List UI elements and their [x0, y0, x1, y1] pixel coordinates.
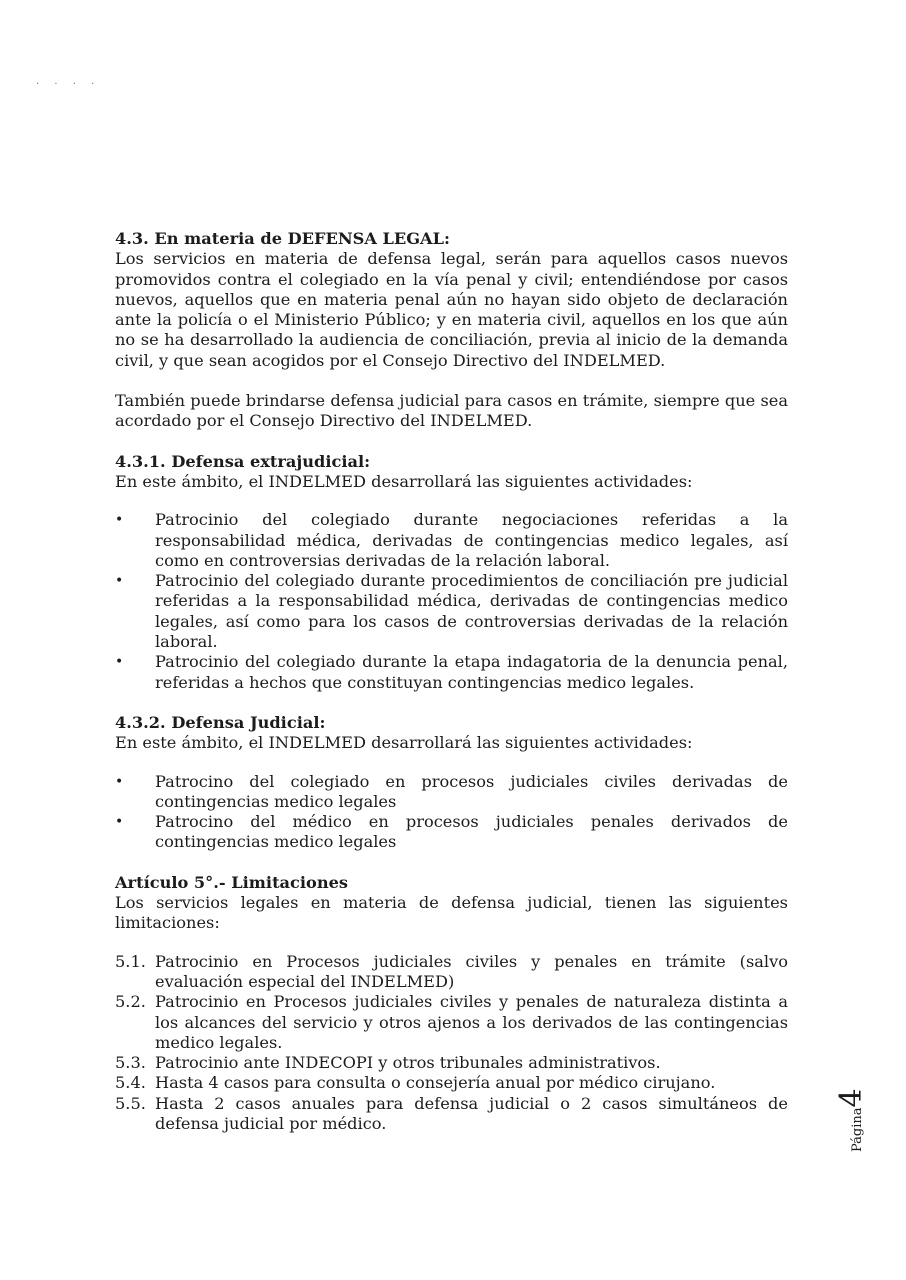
list-item-text: Patrocinio ante INDECOPI y otros tribunales administrativos. [155, 1053, 661, 1073]
list-item-text: Patrocinio en Procesos judiciales civiles y penales de naturaleza distinta a los alcances del servicio y otros ajenos a los derivados de las contingencias medico legales. [155, 992, 788, 1052]
list-item [115, 652, 788, 693]
item-number: 5.1. [115, 951, 146, 971]
page-number-label [834, 1080, 869, 1152]
list-item [115, 1094, 788, 1135]
list-item-text: Patrocino del médico en procesos judiciales penales derivados de contingencias medico legales [155, 812, 788, 852]
list-item-text: Patrocinio del colegiado durante procedimientos de conciliación pre judicial referidas a la responsabilidad médica, derivadas de contingencias medico legales, así como para los casos de controversias derivadas de la relación laboral. [155, 571, 788, 652]
section-4-3-2-intro: En este ámbito, el INDELMED desarrollará las siguientes actividades: [115, 733, 693, 753]
list-item [115, 812, 788, 853]
section-4-3-paragraph-1: Los servicios en materia de defensa legal, serán para aquellos casos nuevos promovidos contra el colegiado en la vía penal y civil; entendiéndose por casos nuevos, aquellos que en materia penal aún no hayan sido objeto de declaración ante la policía o el Ministerio Público; y en materia civil, aquellos en los que aún no se ha desarrollado la audiencia de conciliación, previa al inicio de la demanda civil, y que sean acogidos por el Consejo Directivo del INDELMED. [115, 249, 788, 370]
list-item [115, 952, 788, 993]
article-5-heading: Artículo 5°.- Limitaciones [115, 872, 349, 892]
list-item-text: Hasta 2 casos anuales para defensa judicial o 2 casos simultáneos de defensa judicial por médico. [155, 1093, 788, 1133]
judicial-activities-list [115, 772, 788, 853]
bullet-icon: • [115, 814, 124, 831]
list-item [115, 992, 788, 1053]
scan-specks: · · · · [36, 79, 101, 90]
list-item-text: Patrocinio del colegiado durante negociaciones referidas a la responsabilidad médica, derivadas de contingencias medico legales, así como en controversias derivadas de la relación laboral. [155, 510, 788, 570]
item-number: 5.2. [115, 992, 146, 1012]
page-number: 4 [834, 1088, 869, 1108]
list-item [115, 571, 788, 652]
list-item-text: Patrocino del colegiado en procesos judiciales civiles derivadas de contingencias medico legales [155, 771, 788, 811]
item-number: 5.5. [115, 1093, 146, 1113]
section-4-3-heading: 4.3. En materia de DEFENSA LEGAL: [115, 229, 450, 248]
item-number: 5.4. [115, 1073, 146, 1093]
page-word: Página [850, 1107, 865, 1152]
bullet-icon: • [115, 654, 124, 671]
list-item [115, 772, 788, 813]
bullet-icon: • [115, 773, 124, 790]
list-item-text: Hasta 4 casos para consulta o consejería anual por médico cirujano. [155, 1073, 716, 1093]
article-5-intro: Los servicios legales en materia de defensa judicial, tienen las siguientes limitaciones: [115, 893, 788, 933]
section-4-3-2-heading: 4.3.2. Defensa Judicial: [115, 712, 326, 732]
extrajudicial-activities-list [115, 510, 788, 693]
list-item-text: Patrocinio en Procesos judiciales civiles y penales en trámite (salvo evaluación especial del INDELMED) [155, 951, 788, 991]
list-item [115, 510, 788, 571]
list-item-text: Patrocinio del colegiado durante la etapa indagatoria de la denuncia penal, referidas a hechos que constituyan contingencias medico legales. [155, 652, 788, 692]
list-item [115, 1073, 788, 1093]
document-body [115, 229, 788, 1134]
section-4-3-1-heading: 4.3.1. Defensa extrajudicial: [115, 451, 371, 471]
bullet-icon: • [115, 573, 124, 590]
list-item [115, 1053, 788, 1073]
section-4-3-paragraph-2: También puede brindarse defensa judicial para casos en trámite, siempre que sea acordado por el Consejo Directivo del INDELMED. [115, 391, 788, 431]
item-number: 5.3. [115, 1053, 146, 1073]
section-4-3-1-intro: En este ámbito, el INDELMED desarrollará las siguientes actividades: [115, 471, 693, 491]
limitations-list [115, 952, 788, 1135]
bullet-icon: • [115, 512, 124, 529]
